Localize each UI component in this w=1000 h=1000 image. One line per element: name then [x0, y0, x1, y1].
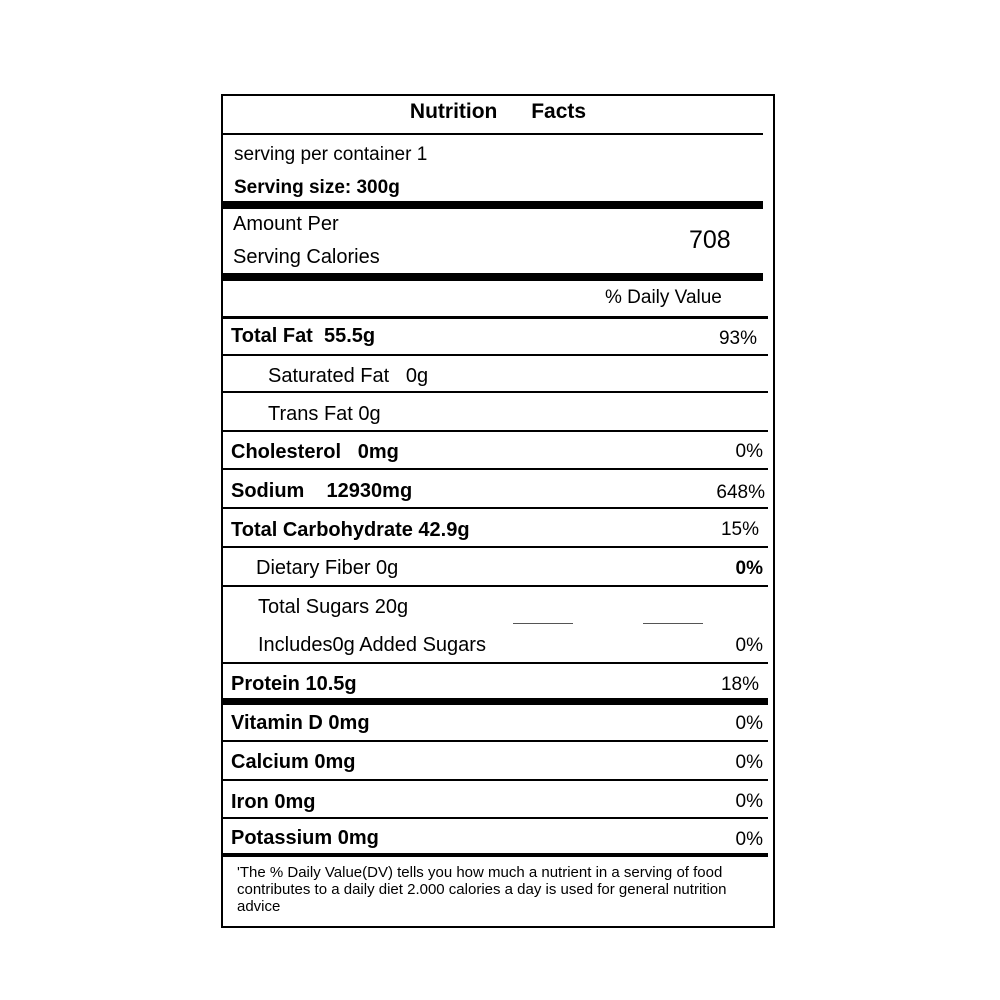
- divider: [223, 468, 768, 470]
- divider: [223, 430, 768, 432]
- thick-divider: [223, 273, 763, 281]
- thick-divider: [223, 201, 763, 209]
- dietary-fiber-label: Dietary Fiber 0g: [256, 557, 399, 579]
- saturated-fat-label: Saturated Fat 0g: [268, 365, 429, 387]
- divider: [223, 316, 768, 319]
- vitamin-d-label: Vitamin D 0mg: [231, 712, 370, 734]
- calories-value: 708: [689, 226, 731, 254]
- divider: [223, 779, 768, 781]
- total-sugars-label: Total Sugars 20g: [258, 596, 409, 618]
- divider: [223, 391, 768, 393]
- divider: [223, 507, 768, 509]
- total-carbohydrate-dv: 15%: [720, 519, 759, 540]
- thick-divider: [223, 853, 768, 857]
- added-sugars-label: Includes0g Added Sugars: [258, 634, 486, 656]
- divider: [223, 740, 768, 742]
- thick-divider: [223, 698, 768, 705]
- cholesterol-label: Cholesterol 0mg: [231, 441, 399, 463]
- serving-calories-label: Serving Calories: [233, 246, 380, 268]
- divider: [223, 817, 768, 819]
- calcium-dv: 0%: [735, 752, 763, 773]
- potassium-dv: 0%: [735, 829, 763, 850]
- divider: [223, 662, 768, 664]
- total-carbohydrate-label: Total Carbohydrate 42.9g: [231, 519, 470, 541]
- vitamin-d-dv: 0%: [735, 713, 763, 734]
- amount-per-label: Amount Per: [233, 213, 339, 235]
- total-fat-dv: 93%: [718, 328, 757, 349]
- divider: [223, 354, 768, 356]
- added-sugars-dv: 0%: [735, 635, 763, 656]
- footnote: 'The % Daily Value(DV) tells you how much a nutrient in a serving of food contributes to a daily diet 2.000 calories a day is used for general nutrition advice: [237, 864, 727, 915]
- protein-dv: 18%: [720, 674, 759, 695]
- total-fat-label: Total Fat 55.5g: [231, 325, 376, 347]
- dashed-divider: [513, 623, 573, 624]
- sodium-label: Sodium 12930mg: [231, 480, 413, 502]
- serving-size: Serving size: 300g: [234, 177, 400, 198]
- label-title: Nutrition Facts: [409, 100, 587, 123]
- divider: [223, 546, 768, 548]
- potassium-label: Potassium 0mg: [231, 827, 379, 849]
- trans-fat-label: Trans Fat 0g: [268, 403, 381, 425]
- cholesterol-dv: 0%: [735, 441, 763, 462]
- nutrition-facts-label: [221, 94, 775, 928]
- iron-dv: 0%: [735, 791, 763, 812]
- daily-value-header: % Daily Value: [605, 287, 722, 308]
- dietary-fiber-dv: 0%: [735, 558, 763, 579]
- dashed-divider: [643, 623, 703, 624]
- iron-label: Iron 0mg: [231, 791, 316, 813]
- calcium-label: Calcium 0mg: [231, 751, 356, 773]
- protein-label: Protein 10.5g: [231, 673, 357, 695]
- divider: [223, 133, 763, 135]
- sodium-dv: 648%: [716, 482, 765, 503]
- servings-per-container: serving per container 1: [234, 144, 428, 165]
- divider: [223, 585, 768, 587]
